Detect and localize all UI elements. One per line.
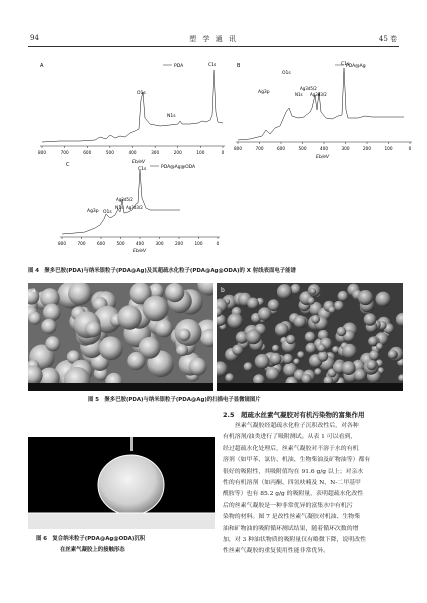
legend-label-c: PDA@Ag@ODA <box>161 165 196 170</box>
sem-particle <box>269 353 281 365</box>
body-line: 酰胺等）也有 85.2 g/g 的吸附量，表明超疏水化改性 <box>223 491 364 498</box>
x-tick-label: 400 <box>128 150 137 155</box>
body-line: 染物的材料。图 7 是改性丝素气凝胶对机油、生物柴 <box>223 514 361 521</box>
volume-label: 45 卷 <box>378 35 397 43</box>
peak-label-c-5: Ag3d3/2 <box>126 205 143 210</box>
sem-particle <box>310 288 316 294</box>
sem-particle <box>176 344 188 356</box>
water-droplet-image <box>28 437 215 529</box>
spectrum-line-c <box>62 170 180 234</box>
x-tick-label: 300 <box>155 241 164 246</box>
sem-particle <box>338 291 349 302</box>
sem-particle <box>307 297 315 305</box>
sem-particle <box>165 283 184 302</box>
sem-particle <box>189 358 207 376</box>
peak-label-c-1: Ag3d5/2 <box>116 197 133 202</box>
x-tick-label: 200 <box>175 241 183 246</box>
sem-particle <box>283 354 293 364</box>
peak-label-b-3: Ag3d5/2 <box>300 86 317 91</box>
legend-label-b: PDA@Ag <box>346 64 366 69</box>
spectrum-line-a <box>42 70 223 142</box>
x-tick-label: 500 <box>116 241 125 246</box>
sem-particle <box>246 329 261 344</box>
sem-particle <box>258 307 272 321</box>
sem-particle <box>266 367 280 381</box>
sem-particle <box>306 343 317 354</box>
body-line: 很好的吸附性，其吸附值均在 91.6 g/g 以上；对亲水 <box>223 468 364 475</box>
x-tick-label: 200 <box>363 146 371 151</box>
peak-label-c-3: O1s <box>103 210 112 215</box>
sem-particle <box>277 284 292 299</box>
sem-particle <box>301 374 311 384</box>
x-tick-label: 100 <box>196 150 205 155</box>
xps-panel-b <box>234 61 412 160</box>
peak-label-b-1: O1s <box>282 71 291 76</box>
legend-label-a: PDA <box>174 64 184 69</box>
sem-particle <box>178 329 191 342</box>
sem-particle <box>294 315 307 328</box>
x-axis-ticks-b <box>234 142 412 151</box>
x-tick-label: 600 <box>97 241 105 246</box>
sem-particle <box>368 337 378 347</box>
sem-particle <box>154 319 172 337</box>
sem-panel-letter-b: b <box>221 287 225 294</box>
x-axis-label-b: Eb/eV <box>316 155 330 160</box>
page-header <box>0 0 427 43</box>
sem-particle <box>117 305 141 329</box>
peak-label-b-5: Ag3d3/2 <box>310 92 327 97</box>
body-line: 溶剂（如甲苯、氯仿、机油、生物柴油及矿物油等）都有 <box>223 457 371 464</box>
sem-particle <box>342 361 356 375</box>
peak-label-b-2: Ag3p <box>258 90 270 95</box>
x-tick-label: 500 <box>105 150 114 155</box>
figure4-caption: 图 4 聚多巴胺(PDA)与纳米银粒子(PDA@Ag)及其超疏水化粒子(PDA@Ag@ODA)的 X 射线表面电子能谱 <box>28 268 296 274</box>
x-tick-label: 300 <box>341 146 350 151</box>
header-rule <box>28 46 399 47</box>
sem-particle <box>45 336 60 351</box>
panel-letter-b: B <box>237 63 241 69</box>
x-tick-label: 700 <box>60 150 69 155</box>
figure5-caption: 图 5 聚多巴胺(PDA)与纳米银粒子(PDA@Ag)的扫描电子显微镜图片 <box>88 397 261 403</box>
figure6-caption-line1: 图 6 复合纳米粒子(PDA@Ag@ODA)沉积 <box>36 536 146 542</box>
peak-label-a-2: N1s <box>167 114 176 119</box>
journal-title: 塑 学 通 讯 <box>189 35 238 43</box>
x-tick-label: 0 <box>408 146 412 151</box>
panel-letter-c: C <box>66 162 70 168</box>
sem-particle <box>85 321 101 337</box>
sem-particle <box>244 362 253 371</box>
x-axis-label-a: Eb/eV <box>132 160 146 165</box>
body-line: 经过超疏水化处理后，丝素气凝胶对不溶于水的有机 <box>223 445 359 452</box>
body-line: 有机溶剂/油类进行了吸附测试。从表 1 可以看到， <box>223 434 357 441</box>
body-line: 丝素气凝胶经超疏水化粒子沉积改性后，对各种 <box>235 423 359 429</box>
sem-particle <box>286 335 295 344</box>
peak-label-c-4: Ag3p <box>87 209 99 214</box>
x-tick-label: 400 <box>320 146 328 151</box>
peak-label-a-0: C1s <box>208 63 217 68</box>
peak-label-c-0: C1s <box>138 167 147 172</box>
x-axis-ticks-a <box>38 146 225 155</box>
sem-particle <box>317 344 325 352</box>
sem-particle <box>275 323 289 337</box>
sem-particle <box>272 345 279 352</box>
x-tick-label: 600 <box>83 150 92 155</box>
sem-particle <box>227 313 243 329</box>
x-axis-ticks-c <box>58 237 220 246</box>
sem-particle <box>376 292 391 307</box>
x-tick-label: 400 <box>136 241 144 246</box>
sem-particle <box>28 312 41 325</box>
x-tick-label: 700 <box>77 241 86 246</box>
peak-label-c-2: N1s <box>115 206 124 211</box>
x-tick-label: 600 <box>277 146 285 151</box>
sem-particle <box>305 332 316 343</box>
x-tick-label: 700 <box>255 146 264 151</box>
sem-particle <box>43 304 61 322</box>
page-number: 94 <box>30 34 39 42</box>
section-heading: 2.5 超疏水丝素气凝胶对有机污染物的富集作用 <box>223 411 365 419</box>
sem-particle <box>297 351 304 358</box>
body-line: 性丝素气凝胶的重复使用性能非常优异。 <box>223 548 330 555</box>
spectrum-line-b <box>238 68 404 140</box>
sem-particle <box>358 290 373 305</box>
section-body <box>223 421 404 558</box>
panel-letter-a: A <box>40 63 44 69</box>
sem-particle <box>311 315 320 324</box>
sem-particle <box>369 350 379 360</box>
sem-particle <box>99 336 123 360</box>
sem-particle <box>342 344 357 359</box>
peak-label-b-0: C1s <box>341 62 350 67</box>
sem-particle <box>318 351 329 362</box>
xps-panel-a <box>38 62 225 165</box>
x-tick-label: 800 <box>58 241 66 246</box>
sem-particle <box>388 350 397 359</box>
body-line: 加，对 3 种油状物质的吸附量仅有略微下降，说明改性 <box>223 537 366 544</box>
x-tick-label: 0 <box>221 150 225 155</box>
sem-particle <box>232 345 243 356</box>
sem-particle <box>143 296 169 322</box>
sem-image-pda-ag <box>217 283 403 391</box>
x-tick-label: 800 <box>234 146 242 151</box>
x-tick-label: 100 <box>384 146 393 151</box>
sem-particle <box>328 306 335 313</box>
sem-particle <box>337 327 346 336</box>
sem-particle <box>127 352 145 370</box>
xps-spectra-figure <box>0 48 427 266</box>
x-tick-label: 0 <box>216 241 220 246</box>
x-tick-label: 300 <box>151 150 160 155</box>
peak-label-a-1: O1s <box>137 91 146 96</box>
body-line: 油和矿物油的吸附循环测试结果，随着循环次数的增 <box>223 525 359 532</box>
x-tick-label: 100 <box>194 241 203 246</box>
x-axis-label-c: Eb/eV <box>133 249 147 254</box>
sem-particle <box>314 368 321 375</box>
sem-particle <box>367 360 377 370</box>
sem-particle <box>364 313 377 326</box>
sem-particle <box>41 319 56 334</box>
sem-panel-letter-a: a <box>32 287 36 294</box>
sem-particle <box>247 298 259 310</box>
body-line: 性的有机溶剂（如丙酮、四氢呋喃及 N，N-二甲基甲 <box>223 480 361 487</box>
sem-particle <box>376 343 383 350</box>
peak-label-b-4: N1s <box>295 92 303 97</box>
figure6-caption-line2: 在丝素气凝胶上的接触形态 <box>60 547 125 553</box>
body-line: 后的丝素气凝胶是一种非常优异的富集水中有机污 <box>223 502 353 509</box>
sem-particle <box>255 354 270 369</box>
x-tick-label: 500 <box>298 146 307 151</box>
x-tick-label: 800 <box>38 150 46 155</box>
sem-image-pda <box>28 283 213 391</box>
xps-panel-c <box>58 162 220 254</box>
sem-particle <box>225 373 234 382</box>
x-tick-label: 200 <box>173 150 182 155</box>
sem-particle <box>293 358 299 364</box>
